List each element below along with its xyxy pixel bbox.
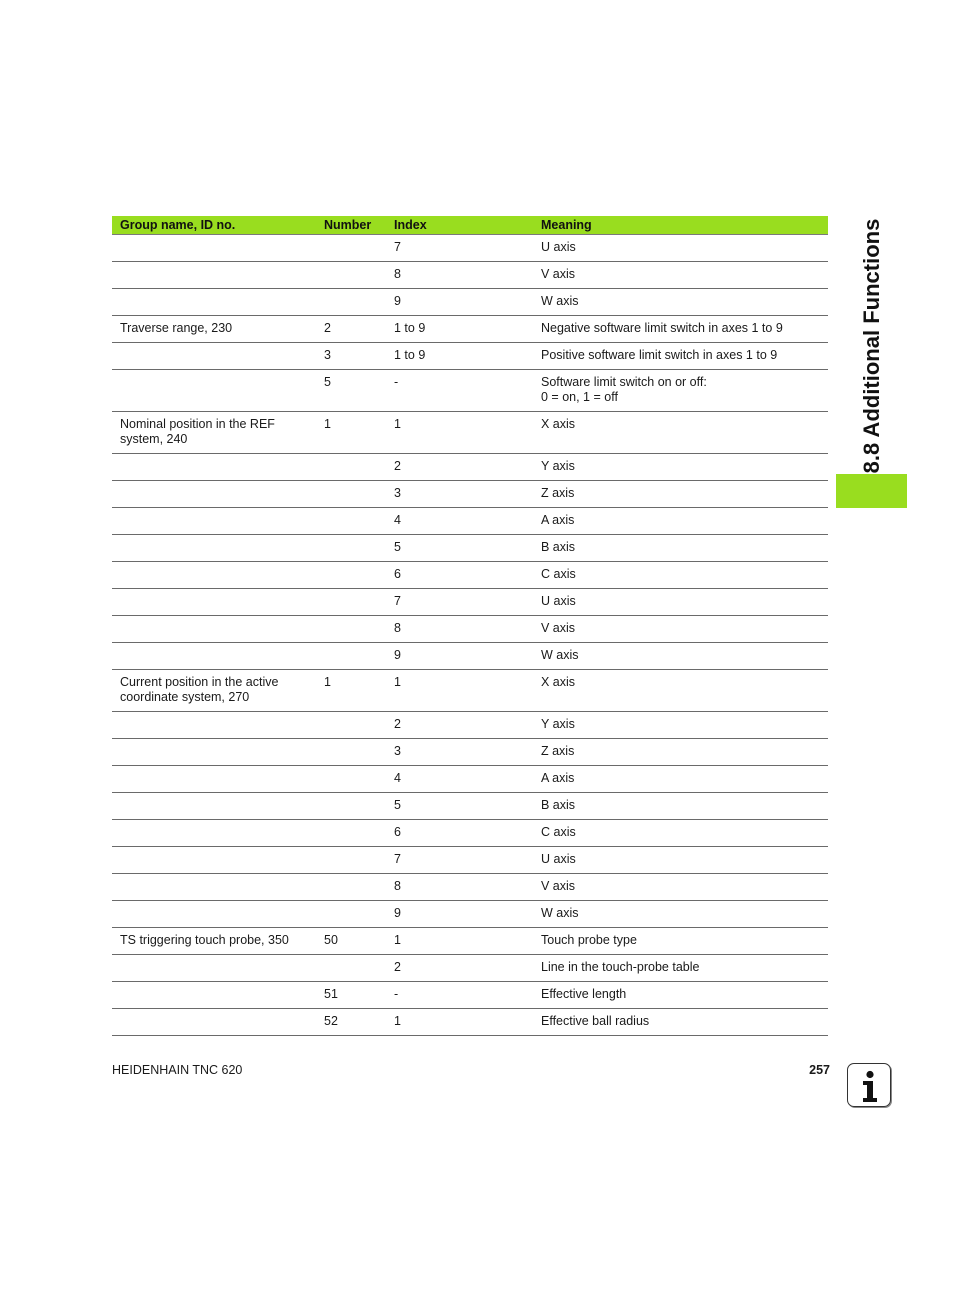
table-row (112, 535, 828, 562)
table-body (112, 235, 828, 1036)
table-row (112, 847, 828, 874)
index-cell: 6 (386, 820, 533, 847)
number-cell (316, 766, 386, 793)
group-cell (112, 589, 316, 616)
number-cell: 52 (316, 1009, 386, 1036)
table-header (112, 216, 828, 235)
group-cell (112, 508, 316, 535)
index-cell: 2 (386, 712, 533, 739)
table-row (112, 739, 828, 766)
info-icon (847, 1063, 891, 1107)
table-row (112, 874, 828, 901)
parameter-table-container (112, 216, 828, 1036)
index-cell: 7 (386, 589, 533, 616)
index-cell: 8 (386, 262, 533, 289)
header-meaning: Meaning (533, 216, 828, 235)
group-cell (112, 982, 316, 1009)
index-cell: 1 (386, 1009, 533, 1036)
table-row (112, 712, 828, 739)
group-cell (112, 262, 316, 289)
table-row (112, 955, 828, 982)
meaning-cell: Effective length (533, 982, 828, 1009)
number-cell (316, 454, 386, 481)
number-cell: 1 (316, 412, 386, 454)
group-cell (112, 820, 316, 847)
group-cell (112, 643, 316, 670)
meaning-cell: Negative software limit switch in axes 1 to 9 (533, 316, 828, 343)
number-cell (316, 712, 386, 739)
header-group-name: Group name, ID no. (112, 216, 316, 235)
meaning-cell: U axis (533, 847, 828, 874)
index-cell: 1 to 9 (386, 343, 533, 370)
index-cell: 5 (386, 793, 533, 820)
number-cell (316, 481, 386, 508)
group-cell (112, 739, 316, 766)
number-cell (316, 235, 386, 262)
table-row (112, 412, 828, 454)
meaning-cell: Effective ball radius (533, 1009, 828, 1036)
meaning-cell: Touch probe type (533, 928, 828, 955)
table-row (112, 289, 828, 316)
number-cell (316, 847, 386, 874)
index-cell: 3 (386, 739, 533, 766)
meaning-cell: U axis (533, 589, 828, 616)
index-cell: 8 (386, 616, 533, 643)
number-cell (316, 616, 386, 643)
table-row (112, 820, 828, 847)
number-cell: 2 (316, 316, 386, 343)
group-cell (112, 235, 316, 262)
group-cell (112, 1009, 316, 1036)
number-cell (316, 820, 386, 847)
page-number: 257 (809, 1063, 830, 1077)
number-cell: 50 (316, 928, 386, 955)
table-row (112, 1009, 828, 1036)
number-cell (316, 643, 386, 670)
table-row (112, 901, 828, 928)
index-cell: 4 (386, 508, 533, 535)
table-row (112, 793, 828, 820)
group-cell (112, 370, 316, 412)
group-cell: TS triggering touch probe, 350 (112, 928, 316, 955)
section-marker-bar (836, 474, 907, 508)
meaning-cell: B axis (533, 793, 828, 820)
meaning-cell: W axis (533, 901, 828, 928)
number-cell: 3 (316, 343, 386, 370)
group-cell (112, 616, 316, 643)
meaning-cell: Y axis (533, 454, 828, 481)
meaning-cell: X axis (533, 412, 828, 454)
index-cell: 7 (386, 235, 533, 262)
index-cell: 1 to 9 (386, 316, 533, 343)
number-cell: 1 (316, 670, 386, 712)
number-cell (316, 508, 386, 535)
meaning-cell: X axis (533, 670, 828, 712)
table-row (112, 928, 828, 955)
meaning-cell: Line in the touch-probe table (533, 955, 828, 982)
index-cell: 9 (386, 643, 533, 670)
number-cell (316, 535, 386, 562)
meaning-cell: Positive software limit switch in axes 1 to 9 (533, 343, 828, 370)
meaning-cell: Software limit switch on or off: 0 = on, 1 = off (533, 370, 828, 412)
meaning-cell: Z axis (533, 739, 828, 766)
table-row (112, 235, 828, 262)
meaning-cell: W axis (533, 289, 828, 316)
table-row (112, 508, 828, 535)
index-cell: 1 (386, 670, 533, 712)
meaning-cell: C axis (533, 562, 828, 589)
index-cell: 6 (386, 562, 533, 589)
group-cell (112, 481, 316, 508)
group-cell (112, 874, 316, 901)
meaning-cell: U axis (533, 235, 828, 262)
group-cell (112, 901, 316, 928)
number-cell: 51 (316, 982, 386, 1009)
number-cell (316, 901, 386, 928)
number-cell (316, 793, 386, 820)
index-cell: 4 (386, 766, 533, 793)
section-title-tab (837, 212, 907, 480)
group-cell: Traverse range, 230 (112, 316, 316, 343)
group-cell: Nominal position in the REF system, 240 (112, 412, 316, 454)
number-cell (316, 262, 386, 289)
meaning-cell: A axis (533, 766, 828, 793)
meaning-cell: V axis (533, 874, 828, 901)
number-cell (316, 289, 386, 316)
meaning-cell: V axis (533, 616, 828, 643)
table-row (112, 370, 828, 412)
number-cell (316, 874, 386, 901)
section-title: 8.8 Additional Functions (859, 218, 884, 474)
number-cell (316, 955, 386, 982)
group-cell (112, 454, 316, 481)
index-cell: 3 (386, 481, 533, 508)
index-cell: 9 (386, 289, 533, 316)
number-cell: 5 (316, 370, 386, 412)
group-cell (112, 847, 316, 874)
table-row (112, 643, 828, 670)
table-row (112, 766, 828, 793)
index-cell: 1 (386, 928, 533, 955)
index-cell: 1 (386, 412, 533, 454)
index-cell: 8 (386, 874, 533, 901)
meaning-cell: Z axis (533, 481, 828, 508)
meaning-cell: V axis (533, 262, 828, 289)
group-cell (112, 955, 316, 982)
index-cell: 5 (386, 535, 533, 562)
table-row (112, 616, 828, 643)
group-cell (112, 289, 316, 316)
table-row (112, 481, 828, 508)
table-row (112, 316, 828, 343)
group-cell (112, 535, 316, 562)
header-number: Number (316, 216, 386, 235)
table-row (112, 343, 828, 370)
meaning-cell: A axis (533, 508, 828, 535)
table-row (112, 589, 828, 616)
footer-product: HEIDENHAIN TNC 620 (112, 1063, 243, 1077)
index-cell: 2 (386, 955, 533, 982)
number-cell (316, 562, 386, 589)
group-cell (112, 343, 316, 370)
table-row (112, 262, 828, 289)
table-row (112, 670, 828, 712)
meaning-cell: Y axis (533, 712, 828, 739)
index-cell: - (386, 370, 533, 412)
group-cell (112, 712, 316, 739)
table-row (112, 454, 828, 481)
meaning-cell: W axis (533, 643, 828, 670)
group-cell (112, 793, 316, 820)
header-index: Index (386, 216, 533, 235)
parameter-table (112, 216, 828, 1036)
group-cell (112, 562, 316, 589)
meaning-cell: C axis (533, 820, 828, 847)
index-cell: 2 (386, 454, 533, 481)
number-cell (316, 739, 386, 766)
index-cell: 9 (386, 901, 533, 928)
number-cell (316, 589, 386, 616)
table-row (112, 562, 828, 589)
header-row (112, 216, 828, 235)
index-cell: 7 (386, 847, 533, 874)
group-cell: Current position in the active coordinate system, 270 (112, 670, 316, 712)
group-cell (112, 766, 316, 793)
table-row (112, 982, 828, 1009)
index-cell: - (386, 982, 533, 1009)
meaning-cell: B axis (533, 535, 828, 562)
